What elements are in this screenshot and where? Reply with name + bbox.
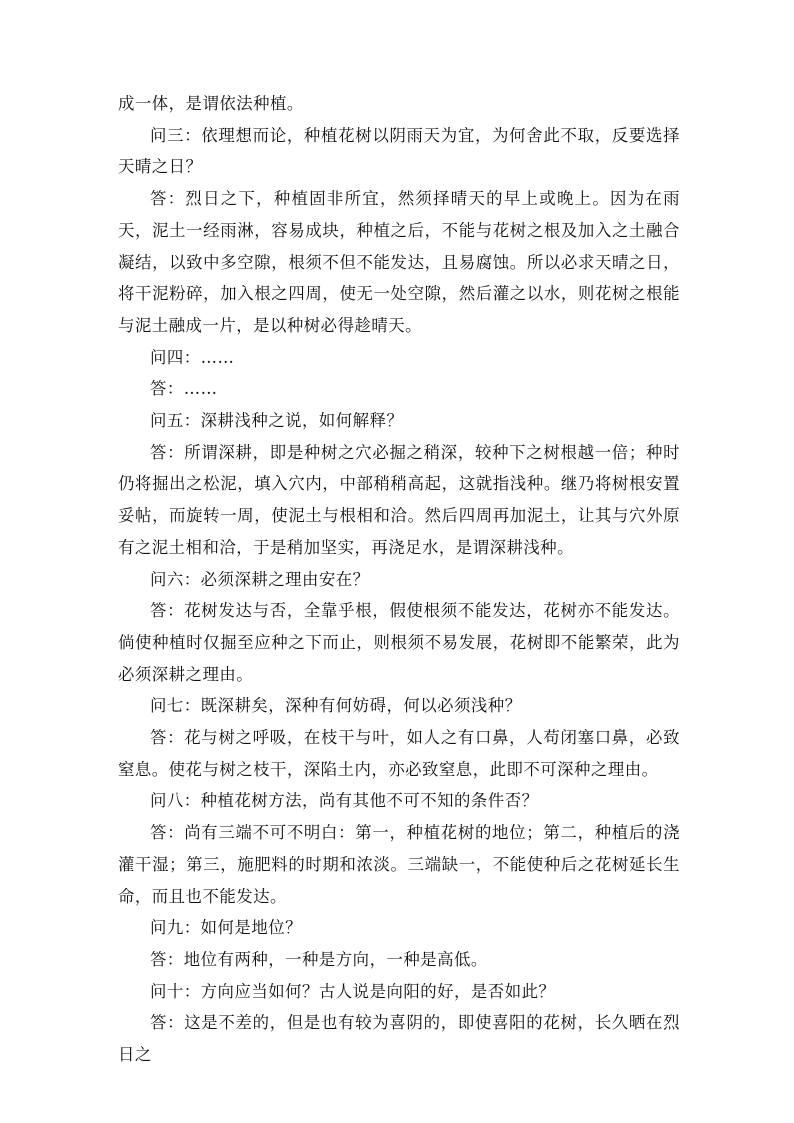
paragraph-question-8: 问八：种植花树方法，尚有其他不可不知的条件否？ bbox=[150, 791, 539, 811]
paragraph-answer-10: 答：这是不差的，但是也有较为喜阴的，即使喜阳的花树，长久晒在烈日之 bbox=[118, 1013, 680, 1065]
paragraph-question-10: 问十：方向应当如何？古人说是向阳的好，是否如此？ bbox=[150, 981, 556, 1001]
body-text bbox=[118, 88, 680, 1071]
paragraph-answer-9: 答：地位有两种，一种是方向，一种是高低。 bbox=[150, 949, 488, 969]
paragraph-question-7: 问七：既深耕矣，深种有何妨碍，何以必须浅种？ bbox=[150, 696, 522, 716]
paragraph-answer-6: 答：花树发达与否，全靠乎根，假使根须不能发达，花树亦不能发达。倘使种植时仅掘至应种之下而止，则根须不易发展，花树即不能繁荣，此为必须深耕之理由。 bbox=[118, 601, 680, 684]
paragraph-question-5: 问五：深耕浅种之说，如何解释？ bbox=[150, 411, 404, 431]
paragraph-answer-4: 答：…… bbox=[150, 379, 218, 399]
paragraph-question-4: 问四：…… bbox=[150, 347, 235, 367]
paragraph-continuation: 成一体，是谓依法种植。 bbox=[118, 94, 304, 113]
paragraph-answer-3: 答：烈日之下，种植固非所宜，然须择晴天的早上或晚上。因为在雨天，泥土一经雨淋，容易成块，种植之后，不能与花树之根及加入之土融合凝结，以致中多空隙，根须不但不能发达，且易腐蚀。所以必求天晴之日，将干泥粉碎，加入根之四周，使无一处空隙，然后灌之以水，则花树之根能与泥土融成一片，是以种树必得趁晴天。 bbox=[118, 189, 680, 335]
paragraph-answer-5: 答：所谓深耕，即是种树之穴必掘之稍深，较种下之树根越一倍；种时仍将掘出之松泥，填入穴内，中部稍稍高起，这就指浅种。继乃将树根安置妥帖，而旋转一周，使泥土与根相和洽。然后四周再加泥土，让其与穴外原有之泥土相和洽，于是稍加坚实，再浇足水，是谓深耕浅种。 bbox=[118, 442, 680, 557]
paragraph-answer-8: 答：尚有三端不可不明白：第一，种植花树的地位；第二，种植后的浇灌干湿；第三，施肥料的时期和浓淡。三端缺一，不能使种后之花树延长生命，而且也不能发达。 bbox=[118, 823, 680, 906]
paragraph-question-3: 问三：依理想而论，种植花树以阴雨天为宜，为何舍此不取，反要选择天晴之日？ bbox=[118, 125, 680, 177]
paragraph-question-6: 问六：必须深耕之理由安在？ bbox=[150, 569, 370, 589]
paragraph-answer-7: 答：花与树之呼吸，在枝干与叶，如人之有口鼻，人苟闭塞口鼻，必致窒息。使花与树之枝干，深陷土内，亦必致窒息，此即不可深种之理由。 bbox=[118, 728, 680, 779]
paragraph-question-9: 问九：如何是地位？ bbox=[150, 918, 303, 938]
